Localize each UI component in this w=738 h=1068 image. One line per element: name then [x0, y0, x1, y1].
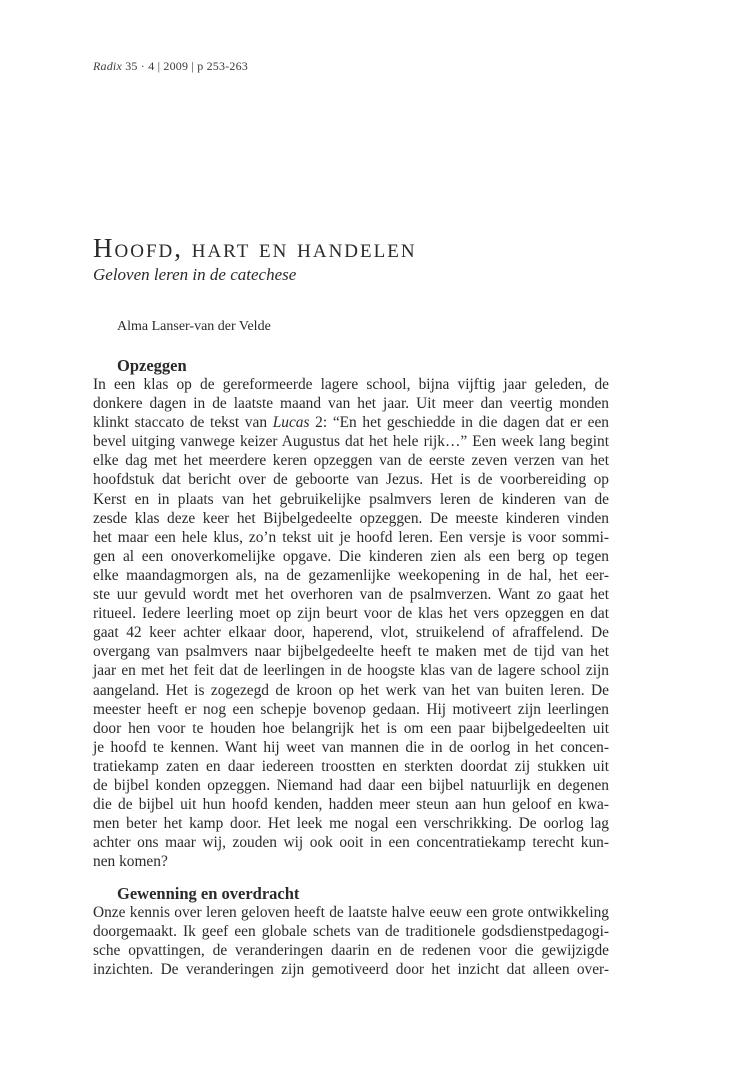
- text-line: nen komen?: [93, 853, 168, 871]
- section-heading-opzeggen: Opzeggen: [117, 356, 187, 375]
- text-line: hoofdstuk dat bericht over de geboorte van Jezus. Het is de voorbereiding op: [93, 471, 609, 489]
- text-line: het maar een hele klus, zo’n tekst uit je hoofd leren. Een versje is voor sommi-: [93, 528, 609, 546]
- text-line: elke maandagmorgen als, na de gezamenlijke weekopening in de hal, het eer-: [93, 566, 609, 584]
- text-line: ritueel. Iedere leerling moet op zijn beurt voor de klas het vers opzeggen en dat: [93, 605, 609, 623]
- text-line: bevel uitging vanwege keizer Augustus dat het hele rijk…” Een week lang begint: [93, 433, 609, 451]
- book-reference: Lucas: [272, 414, 310, 432]
- text-line: overgang van psalmvers naar bijbelgedeelte heeft te maken met de tijd van het: [93, 643, 609, 661]
- text-line: klinkt staccato de tekst van Lucas 2: “En het geschiedde in die dagen dat er een: [93, 414, 610, 432]
- section-heading-gewenning: Gewenning en overdracht: [117, 884, 300, 903]
- article-title: Hoofd, hart en handelen: [93, 233, 417, 263]
- text-line: sche opvattingen, de veranderingen daarin en de redenen voor die gewijzigde: [93, 942, 609, 960]
- text-line: gen al een onoverkomelijke opgave. Die kinderen zien als een berg op tegen: [93, 547, 609, 565]
- section-body-opzeggen: [93, 375, 609, 871]
- text-line: meester heeft er nog een schepje bovenop gedaan. Hij motiveert zijn leerlingen: [93, 700, 609, 718]
- text-line: achter ons maar wij, zouden wij ook ooit in een concentratiekamp terecht kun-: [93, 834, 609, 852]
- article-subtitle: Geloven leren in de catechese: [93, 265, 297, 284]
- text-line: de bijbel konden opzeggen. Niemand had daar een bijbel natuurlijk en degenen: [93, 776, 609, 794]
- text-line: donkere dagen in de laatste maand van het jaar. Uit meer dan veertig monden: [93, 395, 609, 413]
- text-line: die de bijbel uit hun hoofd kenden, hadden meer steun aan hun geloof en kwa-: [93, 796, 609, 814]
- text-line: Onze kennis over leren geloven heeft de laatste halve eeuw een grote ontwikkeling: [93, 904, 609, 921]
- text-line: je hoofd te kennen. Want hij weet van mannen die in de oorlog in het concen-: [93, 738, 609, 756]
- text-line: tratiekamp zaten en daar iedereen troostten en sterkten doordat zij stukken uit: [93, 757, 609, 775]
- text-line: zesde klas deze keer het Bijbelgedeelte opzeggen. De meeste kinderen vinden: [93, 509, 609, 527]
- text-line: gaat 42 keer achter elkaar door, haperend, vlot, struikelend of afraffelend. De: [93, 624, 609, 642]
- citation: 35 · 4 | 2009 | p 253-263: [122, 59, 248, 73]
- journal-name: Radix: [93, 59, 122, 73]
- text-line: doorgemaakt. Ik geef een globale schets van de traditionele godsdienstpedagogi-: [93, 923, 609, 941]
- text-line: inzichten. De veranderingen zijn gemotiveerd door het inzicht dat alleen over-: [93, 961, 609, 979]
- text-line: men beter het kamp door. Het leek me nogal een verschrikking. De oorlog lag: [93, 815, 609, 833]
- text-line: aangeland. Het is zogezegd de kroon op het werk van het van buiten leren. De: [93, 681, 609, 699]
- text-line: door hen voor te houden hoe belangrijk het is om een paar bijbelgedeelten uit: [93, 719, 609, 737]
- running-header: [93, 59, 248, 74]
- section-body-gewenning: [93, 903, 609, 979]
- text-line: jaar en met het feit dat de leerlingen in de hoogste klas van de lagere school zijn: [93, 662, 609, 680]
- text-line: elke dag met het meerdere keren opzeggen van de eerste zeven verzen van het: [93, 452, 609, 470]
- text-line: In een klas op de gereformeerde lagere school, bijna vijftig jaar geleden, de: [93, 376, 609, 393]
- author-name: Alma Lanser-van der Velde: [117, 319, 271, 334]
- text-line: ste uur gevuld wordt met het overhoren van de psalmverzen. Want zo gaat het: [93, 586, 609, 604]
- text-line: Kerst en in plaats van het gebruikelijke psalmvers leren de kinderen van de: [93, 490, 609, 508]
